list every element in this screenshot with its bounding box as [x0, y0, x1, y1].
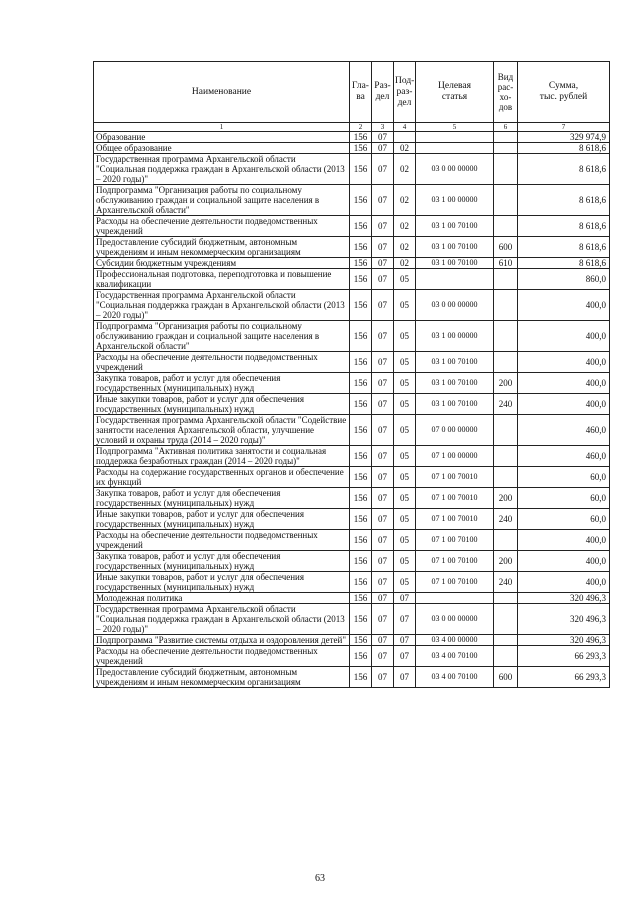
- row-vid: [494, 352, 518, 373]
- row-podrazdel: 05: [394, 509, 416, 530]
- row-vid: [494, 143, 518, 154]
- header-glava: Гла- ва: [350, 62, 372, 123]
- row-podrazdel: 02: [394, 216, 416, 237]
- row-sum: 400,0: [518, 321, 610, 352]
- row-target: 07 1 00 70100: [416, 572, 494, 593]
- row-podrazdel: 05: [394, 446, 416, 467]
- row-sum: 400,0: [518, 551, 610, 572]
- row-razdel: 07: [372, 467, 394, 488]
- row-razdel: 07: [372, 185, 394, 216]
- row-sum: 400,0: [518, 352, 610, 373]
- table-row: [94, 593, 610, 604]
- row-sum: 60,0: [518, 488, 610, 509]
- row-podrazdel: 05: [394, 269, 416, 290]
- table-row: [94, 646, 610, 667]
- table-row: [94, 467, 610, 488]
- row-sum: 320 496,3: [518, 593, 610, 604]
- row-sum: 320 496,3: [518, 604, 610, 635]
- row-glava: 156: [350, 635, 372, 646]
- row-sum: 460,0: [518, 415, 610, 446]
- row-razdel: 07: [372, 593, 394, 604]
- row-name: Субсидии бюджетным учреждениям: [94, 258, 350, 269]
- table-row: [94, 530, 610, 551]
- table-row: [94, 509, 610, 530]
- row-target: [416, 143, 494, 154]
- row-vid: 200: [494, 488, 518, 509]
- row-glava: 156: [350, 269, 372, 290]
- row-vid: 600: [494, 667, 518, 688]
- row-razdel: 07: [372, 572, 394, 593]
- row-vid: [494, 132, 518, 143]
- header-vid: Вид рас- хо- дов: [494, 62, 518, 123]
- row-razdel: 07: [372, 321, 394, 352]
- row-name: Расходы на обеспечение деятельности подведомственных учреждений: [94, 530, 350, 551]
- row-podrazdel: 07: [394, 635, 416, 646]
- row-name: Государственная программа Архангельской области "Социальная поддержка граждан в Архангельской области (2013 – 2020 годы)": [94, 604, 350, 635]
- row-razdel: 07: [372, 132, 394, 143]
- row-sum: 400,0: [518, 394, 610, 415]
- row-podrazdel: 05: [394, 352, 416, 373]
- row-razdel: 07: [372, 446, 394, 467]
- row-vid: [494, 646, 518, 667]
- row-target: 03 1 00 00000: [416, 185, 494, 216]
- row-name: Профессиональная подготовка, переподготовка и повышение квалификации: [94, 269, 350, 290]
- row-podrazdel: 02: [394, 258, 416, 269]
- row-target: [416, 593, 494, 604]
- row-glava: 156: [350, 572, 372, 593]
- row-vid: 240: [494, 509, 518, 530]
- row-razdel: 07: [372, 352, 394, 373]
- row-sum: 8 618,6: [518, 154, 610, 185]
- row-podrazdel: 05: [394, 551, 416, 572]
- row-target: 07 1 00 70010: [416, 467, 494, 488]
- row-podrazdel: 07: [394, 646, 416, 667]
- row-podrazdel: [394, 132, 416, 143]
- row-razdel: 07: [372, 216, 394, 237]
- row-glava: 156: [350, 446, 372, 467]
- row-podrazdel: 05: [394, 530, 416, 551]
- row-name: Закупка товаров, работ и услуг для обеспечения государственных (муниципальных) нужд: [94, 551, 350, 572]
- header-summa: Сумма, тыс. рублей: [518, 62, 610, 123]
- row-target: 07 1 00 70100: [416, 551, 494, 572]
- row-name: Расходы на содержание государственных органов и обеспечение их функций: [94, 467, 350, 488]
- row-razdel: 07: [372, 258, 394, 269]
- row-razdel: 07: [372, 551, 394, 572]
- row-vid: [494, 185, 518, 216]
- row-target: 07 1 00 00000: [416, 446, 494, 467]
- row-razdel: 07: [372, 373, 394, 394]
- row-sum: 860,0: [518, 269, 610, 290]
- column-number-row: [94, 123, 610, 132]
- row-podrazdel: 02: [394, 143, 416, 154]
- row-razdel: 07: [372, 415, 394, 446]
- row-sum: 8 618,6: [518, 216, 610, 237]
- row-glava: 156: [350, 258, 372, 269]
- row-target: 03 1 00 70100: [416, 394, 494, 415]
- table-row: [94, 237, 610, 258]
- header-podrazdel: Под- раз- дел: [394, 62, 416, 123]
- row-target: 03 1 00 70100: [416, 352, 494, 373]
- row-podrazdel: 02: [394, 154, 416, 185]
- table-row: [94, 352, 610, 373]
- header-target: Целевая статья: [416, 62, 494, 123]
- row-name: Подпрограмма "Организация работы по социальному обслуживанию граждан и социальной защите населения в Архангельской области": [94, 321, 350, 352]
- row-razdel: 07: [372, 646, 394, 667]
- row-sum: 400,0: [518, 290, 610, 321]
- row-razdel: 07: [372, 143, 394, 154]
- table-row: [94, 551, 610, 572]
- row-target: [416, 269, 494, 290]
- row-vid: 600: [494, 237, 518, 258]
- row-target: 07 1 00 70100: [416, 530, 494, 551]
- table-row: [94, 635, 610, 646]
- row-razdel: 07: [372, 667, 394, 688]
- row-podrazdel: 07: [394, 593, 416, 604]
- table-row: [94, 258, 610, 269]
- row-name: Закупка товаров, работ и услуг для обеспечения государственных (муниципальных) нужд: [94, 373, 350, 394]
- row-target: 07 1 00 70010: [416, 488, 494, 509]
- row-target: 03 1 00 70100: [416, 373, 494, 394]
- row-target: 03 0 00 00000: [416, 290, 494, 321]
- row-vid: [494, 530, 518, 551]
- row-podrazdel: 05: [394, 394, 416, 415]
- row-name: Иные закупки товаров, работ и услуг для обеспечения государственных (муниципальных) нужд: [94, 394, 350, 415]
- table-row: [94, 415, 610, 446]
- table-row: [94, 604, 610, 635]
- row-vid: [494, 593, 518, 604]
- row-name: Предоставление субсидий бюджетным, автономным учреждениям и иным некоммерческим организациям: [94, 667, 350, 688]
- row-razdel: 07: [372, 154, 394, 185]
- row-glava: 156: [350, 321, 372, 352]
- row-name: Подпрограмма "Организация работы по социальному обслуживанию граждан и социальной защите населения в Архангельской области": [94, 185, 350, 216]
- row-sum: 8 618,6: [518, 143, 610, 154]
- row-podrazdel: 02: [394, 185, 416, 216]
- row-vid: [494, 446, 518, 467]
- row-razdel: 07: [372, 530, 394, 551]
- row-glava: 156: [350, 667, 372, 688]
- row-target: 03 0 00 00000: [416, 154, 494, 185]
- row-name: Иные закупки товаров, работ и услуг для обеспечения государственных (муниципальных) нужд: [94, 572, 350, 593]
- row-glava: 156: [350, 352, 372, 373]
- table-row: [94, 290, 610, 321]
- column-number: 7: [518, 123, 610, 132]
- row-sum: 400,0: [518, 373, 610, 394]
- row-target: 03 4 00 70100: [416, 667, 494, 688]
- row-name: Государственная программа Архангельской области "Социальная поддержка граждан в Архангельской области (2013 – 2020 годы)": [94, 290, 350, 321]
- row-name: Иные закупки товаров, работ и услуг для обеспечения государственных (муниципальных) нужд: [94, 509, 350, 530]
- row-glava: 156: [350, 467, 372, 488]
- table-row: [94, 154, 610, 185]
- page-number: 63: [315, 873, 325, 884]
- row-vid: [494, 269, 518, 290]
- row-vid: 200: [494, 551, 518, 572]
- row-podrazdel: 05: [394, 415, 416, 446]
- header-razdel: Раз- дел: [372, 62, 394, 123]
- row-glava: 156: [350, 488, 372, 509]
- row-name: Расходы на обеспечение деятельности подведомственных учреждений: [94, 352, 350, 373]
- row-vid: 240: [494, 572, 518, 593]
- table-row: [94, 488, 610, 509]
- row-podrazdel: 05: [394, 488, 416, 509]
- row-sum: 329 974,9: [518, 132, 610, 143]
- row-vid: 240: [494, 394, 518, 415]
- column-number: 2: [350, 123, 372, 132]
- table-row: [94, 394, 610, 415]
- row-glava: 156: [350, 373, 372, 394]
- row-razdel: 07: [372, 394, 394, 415]
- column-number: 3: [372, 123, 394, 132]
- row-target: 03 1 00 00000: [416, 321, 494, 352]
- row-glava: 156: [350, 604, 372, 635]
- row-sum: 400,0: [518, 530, 610, 551]
- row-name: Общее образование: [94, 143, 350, 154]
- row-name: Образование: [94, 132, 350, 143]
- row-target: 03 1 00 70100: [416, 216, 494, 237]
- row-podrazdel: 02: [394, 237, 416, 258]
- row-sum: 460,0: [518, 446, 610, 467]
- row-razdel: 07: [372, 509, 394, 530]
- row-glava: 156: [350, 237, 372, 258]
- row-vid: [494, 290, 518, 321]
- table-row: [94, 572, 610, 593]
- row-razdel: 07: [372, 635, 394, 646]
- row-podrazdel: 05: [394, 467, 416, 488]
- table-row: [94, 132, 610, 143]
- table-row: [94, 373, 610, 394]
- row-target: 03 0 00 00000: [416, 604, 494, 635]
- row-glava: 156: [350, 185, 372, 216]
- row-vid: [494, 321, 518, 352]
- row-glava: 156: [350, 143, 372, 154]
- row-glava: 156: [350, 530, 372, 551]
- row-podrazdel: 05: [394, 321, 416, 352]
- row-name: Расходы на обеспечение деятельности подведомственных учреждений: [94, 646, 350, 667]
- row-glava: 156: [350, 509, 372, 530]
- row-sum: 60,0: [518, 467, 610, 488]
- row-sum: 400,0: [518, 572, 610, 593]
- row-razdel: 07: [372, 290, 394, 321]
- row-name: Подпрограмма "Развитие системы отдыха и оздоровления детей": [94, 635, 350, 646]
- row-glava: 156: [350, 132, 372, 143]
- row-podrazdel: 07: [394, 604, 416, 635]
- row-sum: 320 496,3: [518, 635, 610, 646]
- column-number: 4: [394, 123, 416, 132]
- row-sum: 66 293,3: [518, 646, 610, 667]
- row-target: 07 1 00 70010: [416, 509, 494, 530]
- row-glava: 156: [350, 154, 372, 185]
- column-number: 1: [94, 123, 350, 132]
- row-glava: 156: [350, 646, 372, 667]
- row-glava: 156: [350, 290, 372, 321]
- row-glava: 156: [350, 551, 372, 572]
- row-sum: 66 293,3: [518, 667, 610, 688]
- table-row: [94, 143, 610, 154]
- row-target: [416, 132, 494, 143]
- row-glava: 156: [350, 216, 372, 237]
- row-podrazdel: 07: [394, 667, 416, 688]
- row-glava: 156: [350, 415, 372, 446]
- row-glava: 156: [350, 394, 372, 415]
- row-podrazdel: 05: [394, 290, 416, 321]
- table-body: [94, 132, 610, 688]
- budget-table: [93, 61, 610, 688]
- row-vid: 610: [494, 258, 518, 269]
- table-row: [94, 446, 610, 467]
- row-target: 03 4 00 70100: [416, 646, 494, 667]
- table-row: [94, 185, 610, 216]
- row-name: Подпрограмма "Активная политика занятости и социальная поддержка безработных граждан (2014 – 2020 годы)": [94, 446, 350, 467]
- row-name: Молодежная политика: [94, 593, 350, 604]
- header-name: Наименование: [94, 62, 350, 123]
- row-target: 07 0 00 00000: [416, 415, 494, 446]
- table-row: [94, 216, 610, 237]
- row-sum: 60,0: [518, 509, 610, 530]
- row-vid: [494, 415, 518, 446]
- table-row: [94, 667, 610, 688]
- row-name: Предоставление субсидий бюджетным, автономным учреждениям и иным некоммерческим организациям: [94, 237, 350, 258]
- row-vid: [494, 216, 518, 237]
- row-sum: 8 618,6: [518, 258, 610, 269]
- document-page: [93, 61, 609, 688]
- row-target: 03 1 00 70100: [416, 258, 494, 269]
- row-sum: 8 618,6: [518, 237, 610, 258]
- row-vid: [494, 635, 518, 646]
- row-target: 03 4 00 00000: [416, 635, 494, 646]
- row-razdel: 07: [372, 269, 394, 290]
- row-name: Закупка товаров, работ и услуг для обеспечения государственных (муниципальных) нужд: [94, 488, 350, 509]
- row-name: Государственная программа Архангельской области "Социальная поддержка граждан в Архангельской области (2013 – 2020 годы)": [94, 154, 350, 185]
- row-razdel: 07: [372, 237, 394, 258]
- row-sum: 8 618,6: [518, 185, 610, 216]
- row-target: 03 1 00 70100: [416, 237, 494, 258]
- table-row: [94, 269, 610, 290]
- row-podrazdel: 05: [394, 572, 416, 593]
- row-vid: [494, 467, 518, 488]
- column-number: 6: [494, 123, 518, 132]
- row-glava: 156: [350, 593, 372, 604]
- row-razdel: 07: [372, 604, 394, 635]
- row-vid: 200: [494, 373, 518, 394]
- row-name: Государственная программа Архангельской области "Содействие занятости населения Архангельской области, улучшение условий и охраны труда (2014 – 2020 годы)": [94, 415, 350, 446]
- table-header-row: [94, 62, 610, 123]
- row-vid: [494, 604, 518, 635]
- table-row: [94, 321, 610, 352]
- row-podrazdel: 05: [394, 373, 416, 394]
- row-razdel: 07: [372, 488, 394, 509]
- row-name: Расходы на обеспечение деятельности подведомственных учреждений: [94, 216, 350, 237]
- column-number: 5: [416, 123, 494, 132]
- row-vid: [494, 154, 518, 185]
